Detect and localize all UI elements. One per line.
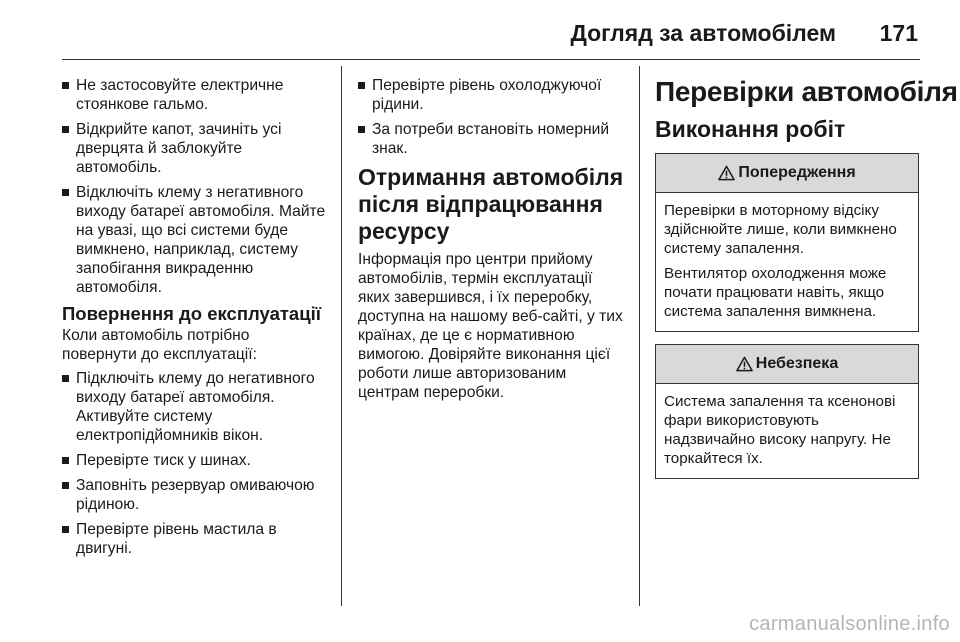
header-rule xyxy=(62,59,920,60)
column-right xyxy=(655,76,958,491)
list-item: Перевірте тиск у шинах. xyxy=(62,451,328,470)
page-header xyxy=(62,12,920,56)
column-divider xyxy=(341,66,342,606)
bullet-square-icon xyxy=(62,482,69,489)
warning-box-body xyxy=(656,193,918,331)
bullet-square-icon xyxy=(62,526,69,533)
column-divider xyxy=(639,66,640,606)
warning-triangle-icon xyxy=(736,356,753,372)
bullet-square-icon xyxy=(358,82,365,89)
list-item: За потреби встановіть номерний знак. xyxy=(358,120,626,158)
danger-box-body xyxy=(656,384,918,478)
warning-paragraph: Вентилятор охолодження може почати працювати навіть, якщо система запалення вимкнена. xyxy=(664,265,887,320)
bullet-square-icon xyxy=(62,189,69,196)
list-item: Відкрийте капот, зачиніть усі дверцята й заблокуйте автомобіль. xyxy=(62,120,328,177)
list-item: Підключіть клему до негативного виходу батареї автомобіля. Активуйте систему електропідйомників вікон. xyxy=(62,369,328,445)
bullet-square-icon xyxy=(62,375,69,382)
list-item: Відключіть клему з негативного виходу батареї автомобіля. Майте на увазі, що всі системи буде вимкнено, наприклад, систему запобігання викраденню автомобіля. xyxy=(62,183,328,297)
warning-box-title: Попередження xyxy=(738,164,856,181)
danger-box-header xyxy=(656,345,918,384)
bullet-square-icon xyxy=(358,126,365,133)
column-left xyxy=(62,76,328,564)
subsection-heading: Виконання робіт xyxy=(655,116,846,142)
danger-box-title: Небезпека xyxy=(755,355,839,372)
list-item: Перевірте рівень охолоджуючої рідини. xyxy=(358,76,626,114)
bullet-square-icon xyxy=(62,126,69,133)
page-number: 171 xyxy=(879,20,918,46)
warning-box xyxy=(655,153,919,332)
section-paragraph: Інформація про центри прийому автомобілів, термін експлуатації яких завершився, і їх переробку, доступна на нашому веб-сайті, у тих країнах, де це є нормативною вимогою. Довіряйте виконання цієї роботи лише авторизованим центрам переробки. xyxy=(358,251,623,401)
header-title: Догляд за автомобілем xyxy=(570,20,836,46)
section-heading: Повернення до експлуатації xyxy=(62,303,321,324)
bullet-square-icon xyxy=(62,82,69,89)
column-middle xyxy=(358,76,626,407)
bullet-list xyxy=(358,76,626,158)
bullet-list xyxy=(62,369,328,558)
warning-box-header xyxy=(656,154,918,193)
list-item: Не застосовуйте електричне стоянкове гальмо. xyxy=(62,76,328,114)
watermark: carmanualsonline.info xyxy=(749,613,950,635)
section-heading: Отримання автомобіля після відпрацювання ресурсу xyxy=(358,164,624,244)
danger-box xyxy=(655,344,919,479)
chapter-heading: Перевірки автомобіля xyxy=(655,76,958,107)
bullet-list xyxy=(62,76,328,297)
section-intro: Коли автомобіль потрібно повернути до експлуатації: xyxy=(62,327,257,363)
warning-paragraph: Перевірки в моторному відсіку здійснюйте лише, коли вимкнено систему запалення. xyxy=(664,202,897,257)
list-item: Заповніть резервуар омиваючою рідиною. xyxy=(62,476,328,514)
danger-paragraph: Система запалення та ксенонові фари використовують надзвичайно високу напругу. Не торкайтеся їх. xyxy=(664,393,896,467)
list-item: Перевірте рівень мастила в двигуні. xyxy=(62,520,328,558)
warning-triangle-icon xyxy=(718,165,735,181)
bullet-square-icon xyxy=(62,457,69,464)
